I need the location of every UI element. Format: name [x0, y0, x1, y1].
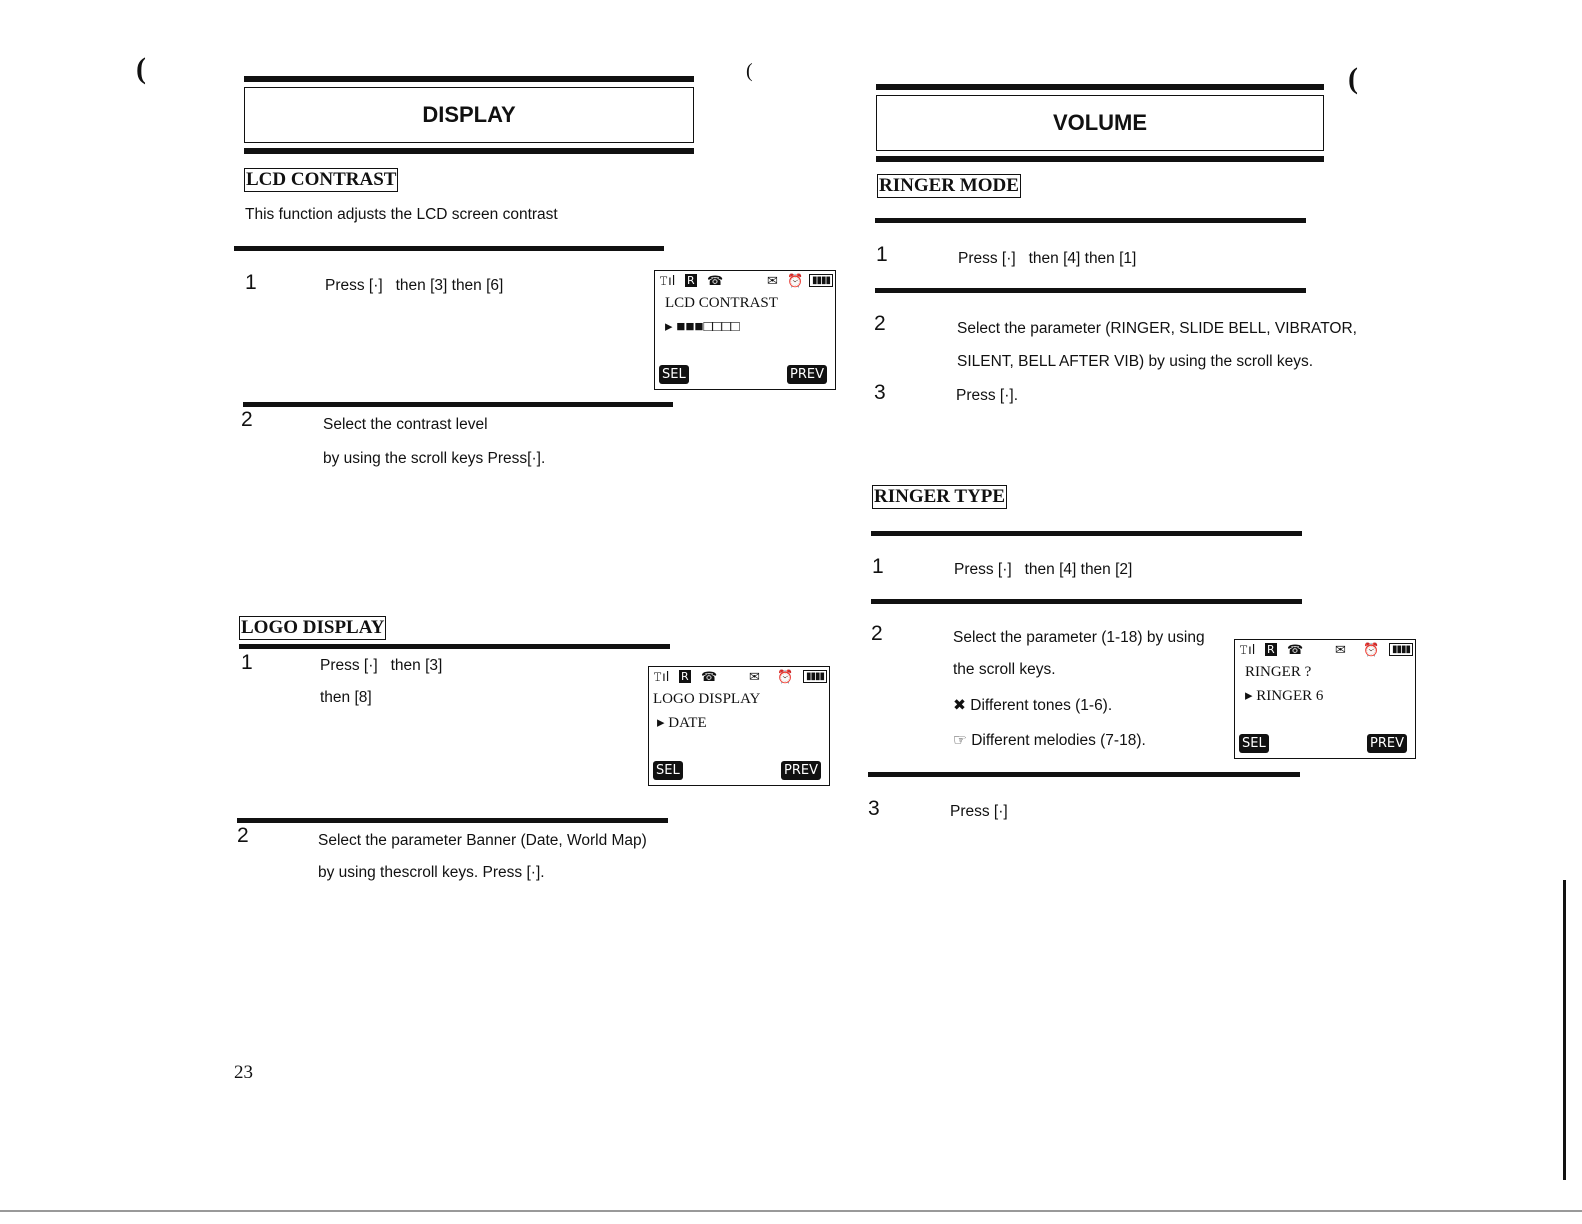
roaming-icon: R [681, 670, 689, 683]
roaming-icon: R [687, 274, 695, 287]
step-text: Press [·] then [3] [320, 657, 443, 674]
step-text: Press [·] then [4] then [2] [954, 561, 1133, 578]
screen-line-1: RINGER ? [1245, 664, 1312, 680]
divider [243, 402, 673, 407]
prev-softkey[interactable]: PREV [1367, 734, 1407, 753]
step-text: the scroll keys. [953, 661, 1056, 678]
signal-icon: 𝚃ıl [1239, 643, 1256, 658]
display-title-box [244, 76, 694, 154]
phone-icon: ☎ [707, 274, 724, 289]
step-text: Select the parameter Banner (Date, World Map) [318, 832, 647, 849]
roaming-icon: R [1267, 643, 1275, 656]
divider [868, 772, 1300, 777]
volume-title-box [876, 84, 1324, 162]
status-bar [659, 274, 831, 292]
divider [239, 644, 670, 649]
ringer-type-heading: RINGER TYPE [874, 486, 1006, 507]
volume-title: VOLUME [876, 95, 1324, 151]
logo-display-heading: LOGO DISPLAY [241, 617, 385, 638]
signal-icon: 𝚃ıl [653, 670, 670, 685]
step-text: Select the parameter (RINGER, SLIDE BELL, VIBRATOR, [957, 320, 1357, 337]
battery-icon: ▮▮▮▮ [809, 274, 833, 287]
step-text: by using the scroll keys Press[·]. [323, 450, 546, 467]
sel-softkey[interactable]: SEL [659, 365, 689, 384]
phone-screen-lcd-contrast [654, 270, 836, 390]
divider [237, 818, 668, 823]
binding-edge [1563, 880, 1566, 1180]
step-number: 2 [241, 408, 253, 431]
prev-softkey[interactable]: PREV [787, 365, 827, 384]
step-number: 3 [868, 797, 880, 820]
divider [875, 288, 1306, 293]
step-number: 1 [872, 555, 884, 578]
scan-mark: ( [1348, 62, 1358, 95]
battery-icon: ▮▮▮▮ [1389, 643, 1413, 656]
status-bar [1239, 643, 1411, 661]
status-bar [653, 670, 825, 688]
phone-screen-ringer-type [1234, 639, 1416, 759]
step-number: 1 [241, 651, 253, 674]
step-number: 1 [245, 271, 257, 294]
step-text: then [8] [320, 689, 372, 706]
screen-line-2: ▸ RINGER 6 [1245, 688, 1324, 704]
step-text: Select the parameter (1-18) by using [953, 629, 1205, 646]
phone-screen-logo-display [648, 666, 830, 786]
page-number: 23 [234, 1062, 253, 1083]
step-text: Press [·] then [4] then [1] [958, 250, 1137, 267]
signal-icon: 𝚃ıl [659, 274, 676, 289]
alarm-icon: ⏰ [1363, 643, 1380, 658]
phone-icon: ☎ [701, 670, 718, 685]
prev-softkey[interactable]: PREV [781, 761, 821, 780]
phone-icon: ☎ [1287, 643, 1304, 658]
step-text: by using thescroll keys. Press [·]. [318, 864, 545, 881]
envelope-icon: ✉ [749, 670, 760, 685]
tones-bullet: ✖ Different tones (1-6). [953, 697, 1113, 714]
lcd-contrast-heading: LCD CONTRAST [246, 169, 397, 190]
divider [875, 218, 1306, 223]
bottom-edge [0, 1210, 1582, 1212]
scan-mark: ( [746, 60, 753, 82]
alarm-icon: ⏰ [787, 274, 804, 289]
step-number: 1 [876, 243, 888, 266]
step-number: 3 [874, 381, 886, 404]
step-text: SILENT, BELL AFTER VIB) by using the scroll keys. [957, 353, 1314, 370]
step-number: 2 [237, 824, 249, 847]
step-text: Press [·] then [3] then [6] [325, 277, 504, 294]
divider [871, 599, 1302, 604]
sel-softkey[interactable]: SEL [1239, 734, 1269, 753]
step-number: 2 [874, 312, 886, 335]
step-text: Press [·] [950, 803, 1008, 820]
divider [871, 531, 1302, 536]
melodies-bullet: ☞ Different melodies (7-18). [953, 732, 1146, 749]
screen-line-2: ▸ DATE [657, 715, 707, 731]
step-number: 2 [871, 622, 883, 645]
alarm-icon: ⏰ [777, 670, 794, 685]
envelope-icon: ✉ [767, 274, 778, 289]
screen-line-2: ▸ ■■■□□□□ [665, 319, 740, 335]
screen-line-1: LCD CONTRAST [665, 295, 778, 311]
screen-line-1: LOGO DISPLAY [653, 691, 761, 707]
battery-icon: ▮▮▮▮ [803, 670, 827, 683]
sel-softkey[interactable]: SEL [653, 761, 683, 780]
lcd-contrast-description: This function adjusts the LCD screen contrast [245, 206, 558, 223]
ringer-mode-heading: RINGER MODE [879, 175, 1019, 196]
display-title: DISPLAY [244, 87, 694, 143]
envelope-icon: ✉ [1335, 643, 1346, 658]
scan-mark: ( [136, 52, 146, 85]
divider [234, 246, 664, 251]
step-text: Select the contrast level [323, 416, 488, 433]
step-text: Press [·]. [956, 387, 1019, 404]
